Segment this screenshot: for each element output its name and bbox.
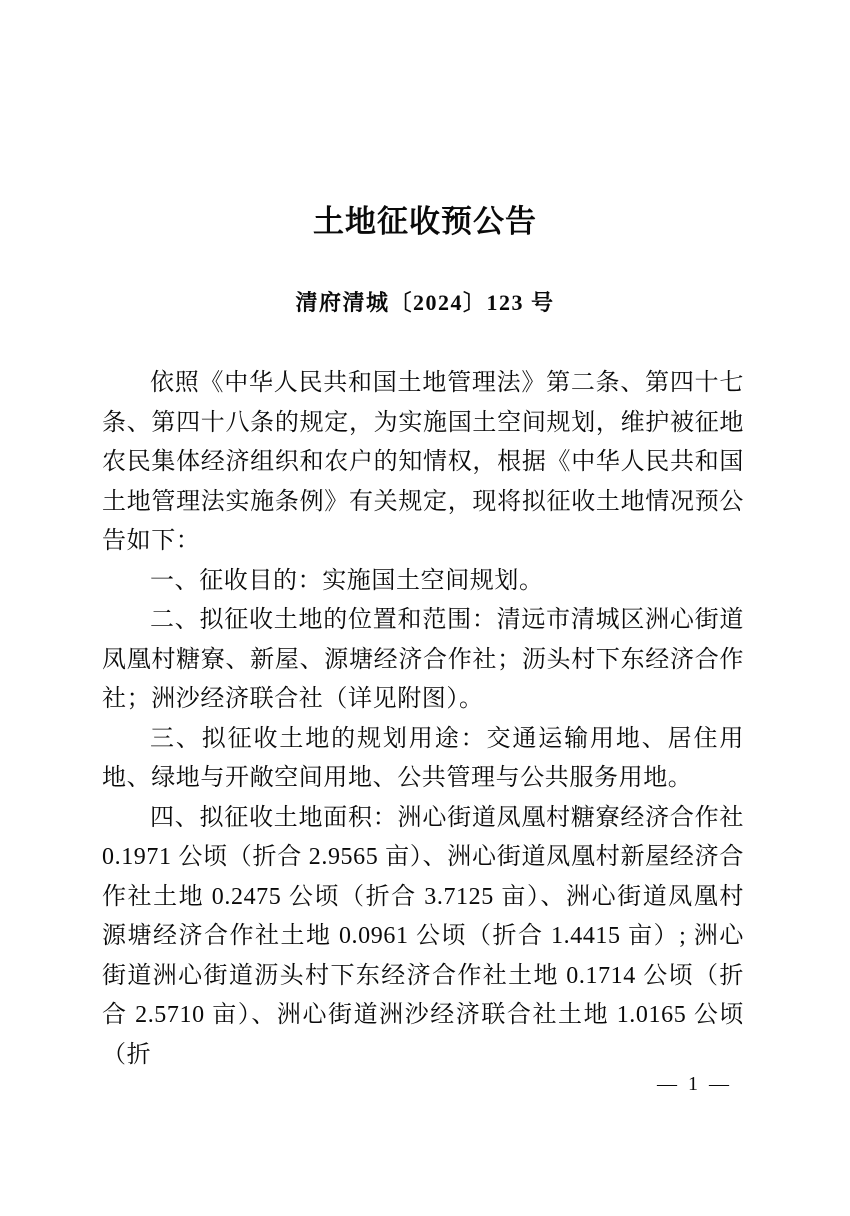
paragraph-item-4-land-area: 四、拟征收土地面积：洲心街道凤凰村糖寮经济合作社 0.1971 公顷（折合 2.9565 亩）、洲心街道凤凰村新屋经济合作社土地 0.2475 公顷（折合 3.7125 亩）、洲心街道凤凰村源塘经济合作社土地 0.0961 公顷（折合 1.4415 亩）; 洲心街道洲心街道沥头村下东经济合作社土地 0.1714 公顷（折合 2.5710 亩）、洲心街道洲沙经济联合社土地 1.0165 公顷（折 (102, 804, 744, 1068)
document-reference-number: 清府清城〔2024〕123 号 (295, 290, 555, 315)
paragraph-intro: 依照《中华人民共和国土地管理法》第二条、第四十七条、第四十八条的规定，为实施国土空间规划，维护被征地农民集体经济组织和农户的知情权，根据《中华人民共和国土地管理法实施条例》有关规定，现将拟征收土地情况预公告如下： (102, 370, 744, 554)
paragraph-item-2-location: 二、拟征收土地的位置和范围：清远市清城区洲心街道凤凰村糖寮、新屋、源塘经济合作社；沥头村下东经济合作社；洲沙经济联合社（详见附图）。 (102, 607, 744, 712)
page-number: — 1 — (657, 1073, 732, 1095)
paragraph-item-3-planned-use: 三、拟征收土地的规划用途：交通运输用地、居住用地、绿地与开敞空间用地、公共管理与公共服务用地。 (102, 725, 744, 791)
paragraph-item-1-purpose: 一、征收目的：实施国土空间规划。 (150, 567, 544, 594)
document-title: 土地征收预公告 (313, 204, 537, 239)
document-body (102, 364, 744, 1075)
